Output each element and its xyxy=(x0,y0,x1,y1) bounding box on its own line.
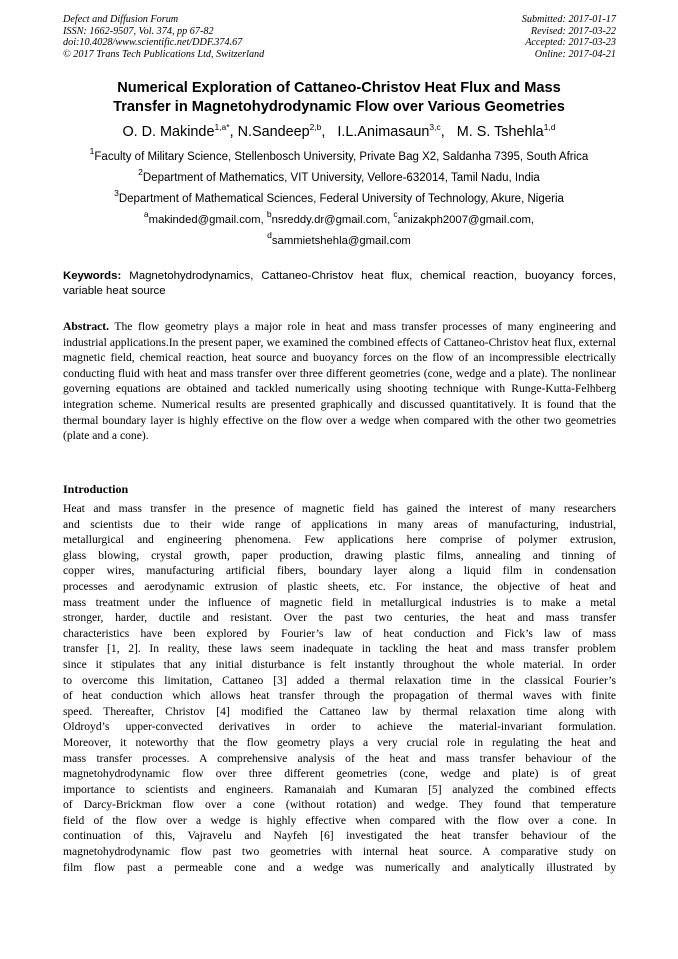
body-line: Oldroyd’s upper-convected derivatives in order to achieve the material-invariant formulation. xyxy=(63,720,616,734)
keywords-text: Magnetohydrodynamics, Cattaneo-Christov heat flux, chemical reaction, buoyancy forces, variable heat source xyxy=(63,270,616,297)
affil-text: Department of Mathematical Sciences, Federal University of Technology, Akure, Nigeria xyxy=(118,193,564,205)
date-revised: Revised: 2017-03-22 xyxy=(530,25,616,37)
introduction-body xyxy=(63,501,616,875)
email-line: $^d$sammietshehla@gmail.com xyxy=(267,230,411,247)
body-line: magnetohydrodynamic flow over three different geometries (cone, wedge and plate) is of great xyxy=(63,767,616,781)
affiliation xyxy=(40,188,638,206)
keywords xyxy=(63,269,616,299)
author-name: N.Sandeep xyxy=(237,124,310,140)
body-line: metallurgical and engineering phenomena. Few applications here comprise of polymer extrusion, xyxy=(63,533,616,547)
body-line: film flow past a permeable cone and a wedge was numerically and analytically illustrated by xyxy=(63,860,616,874)
author-affil-marker: 1,a* xyxy=(214,122,230,132)
title-line: Numerical Exploration of Cattaneo-Christov Heat Flux and Mass xyxy=(117,80,561,96)
email-address: nsreddy.dr@gmail.com, xyxy=(271,214,391,226)
section-heading-introduction: Introduction xyxy=(63,482,129,496)
body-line: importance to scientists and engineers. Ramanaiah and Kumaran [5] analyzed the combined effects xyxy=(63,782,616,796)
journal-name: Defect and Diffusion Forum xyxy=(63,14,179,25)
affil-marker: 3 xyxy=(114,188,119,198)
journal-doi: doi:10.4028/www.scientific.net/DDF.374.67 xyxy=(63,37,243,49)
journal-header xyxy=(63,14,383,60)
body-line: field of the flow over a wedge is highly effective when compared with the flow over a cone. In xyxy=(63,813,616,827)
author-affil-marker: 3,c xyxy=(429,122,441,132)
journal-copyright: © 2017 Trans Tech Publications Ltd, Switzerland xyxy=(63,48,265,60)
body-line: glass blowing, crystal growth, paper production, drawing plastic films, annealing and tinning of xyxy=(63,548,616,562)
paper-title xyxy=(40,79,638,117)
body-line: speed. Thereafter, Christov [4] modified the Cattaneo law by thermal relaxation time along with xyxy=(63,704,616,718)
email-line: $^a$makinded@gmail.com, $^b$nsreddy.dr@gmail.com, $^c$anizakph2007@gmail.com, xyxy=(143,209,535,226)
author-affil-marker: 2,b xyxy=(309,122,322,132)
body-line: mass transfer processes. A comprehensive analysis of the heat and mass transfer behaviour of the xyxy=(63,751,616,765)
body-line: of heat conduction which allows heat transfer through the propagation of thermal waves with finite xyxy=(63,689,616,703)
body-line: and scientists due to their wide range of applications in many areas of manufacturing, industrial, xyxy=(63,517,616,531)
body-line: processes and aerodynamic extrusion of plastic sheets, etc. For instance, the objective of heat and xyxy=(63,579,616,593)
date-online: Online: 2017-04-21 xyxy=(534,48,616,60)
author-affil-marker: 1,d xyxy=(543,122,556,132)
author-list: O. D. Makinde$^{1,a*}$, N.Sandeep$^{2,b}$, I.L.Animasaun$^{3,c}$, M. S. Tshehla$^{1,d}$ xyxy=(122,122,556,140)
date-accepted: Accepted: 2017-03-23 xyxy=(525,37,616,49)
body-line: Moreover, it noteworthy that the flow geometry plays a very crucial role in regulating the heat and xyxy=(63,735,616,749)
body-line: copper wires, manufacturing artificial fibers, boundary layer along a liquid film in condensation xyxy=(63,564,616,578)
author-name: M. S. Tshehla xyxy=(456,124,544,140)
submission-dates xyxy=(396,14,616,60)
body-line: continuation of this, Vajravelu and Nayfeh [6] investigated the heat transfer behaviour of the xyxy=(63,829,616,843)
affil-marker: 2 xyxy=(138,167,143,177)
date-submitted: Submitted: 2017-01-17 xyxy=(521,14,616,25)
email-address: sammietshehla@gmail.com xyxy=(271,235,411,247)
body-line: transfer [1, 2]. In reality, these laws seem inadequate in tackling the heat and mass transfer problem xyxy=(63,642,616,656)
body-line: since it stipulates that any initial disturbance is felt instantly throughout the whole material. In order xyxy=(63,657,616,671)
affiliation xyxy=(40,167,638,185)
affil-text: Faculty of Military Science, Stellenbosch University, Private Bag X2, Saldanha 7395, South Africa xyxy=(94,151,589,163)
journal-issn: ISSN: 1662-9507, Vol. 374, pp 67-82 xyxy=(63,25,214,37)
affil-text: Department of Mathematics, VIT University, Vellore-632014, Tamil Nadu, India xyxy=(142,172,540,184)
author-name: I.L.Animasaun xyxy=(337,124,430,140)
body-line: Heat and mass transfer in the presence of magnetic field has gained the interest of many researchers xyxy=(63,502,616,515)
email-address: makinded@gmail.com, xyxy=(148,214,264,226)
body-line: of Darcy-Brickman flow over a cone (without rotation) and wedge. They found that temperature xyxy=(63,798,616,812)
abstract-text: The flow geometry plays a major role in heat and mass transfer processes of many engineering and industrial applications.In the present paper, we examined the combined effects of Cattaneo-Christov heat flux, external magnetic field, chemical reaction, heat source and buoyancy forces on the flow of an incompressible electrically conducting fluid with heat and mass transfer over three different geometries (cone, wedge and a plate). The nonlinear governing equations are obtained and tackled numerically using shooting technique with Runge-Kutta-Felhberg integration scheme. Numerical results are presented graphically and discussed quantitatively. It is found that the thermal boundary layer is highly effective on the flow over a wedge when compared with the other two geometries (plate and a cone). xyxy=(63,320,616,443)
body-line: magnetohydrodynamic flow past two geometries with internal heat source. A comparative study on xyxy=(63,845,616,859)
title-line: Transfer in Magnetohydrodynamic Flow over Various Geometries xyxy=(113,99,565,115)
affil-marker: 1 xyxy=(89,146,95,156)
author-name: O. D. Makinde xyxy=(122,124,215,140)
body-line: characteristics have been explored by Fourier’s law of heat conduction and Fick’s law of mass xyxy=(63,626,616,640)
abstract xyxy=(63,319,616,444)
abstract-label: Abstract. xyxy=(63,320,110,333)
keywords-label: Keywords: xyxy=(63,270,122,282)
body-line: mass treatment under the influence of magnetic field in metallurgical industries is to make a metal xyxy=(63,595,616,609)
affiliation xyxy=(40,146,638,164)
body-line: to overcome this limitation, Cattaneo [3] added a thermal relaxation time in the classical Fourier’s xyxy=(63,673,616,687)
body-line: stronger, harder, ductile and resistant. Over the past two centuries, the heat and mass transfer xyxy=(63,611,616,625)
email-address: anizakph2007@gmail.com, xyxy=(397,214,535,226)
